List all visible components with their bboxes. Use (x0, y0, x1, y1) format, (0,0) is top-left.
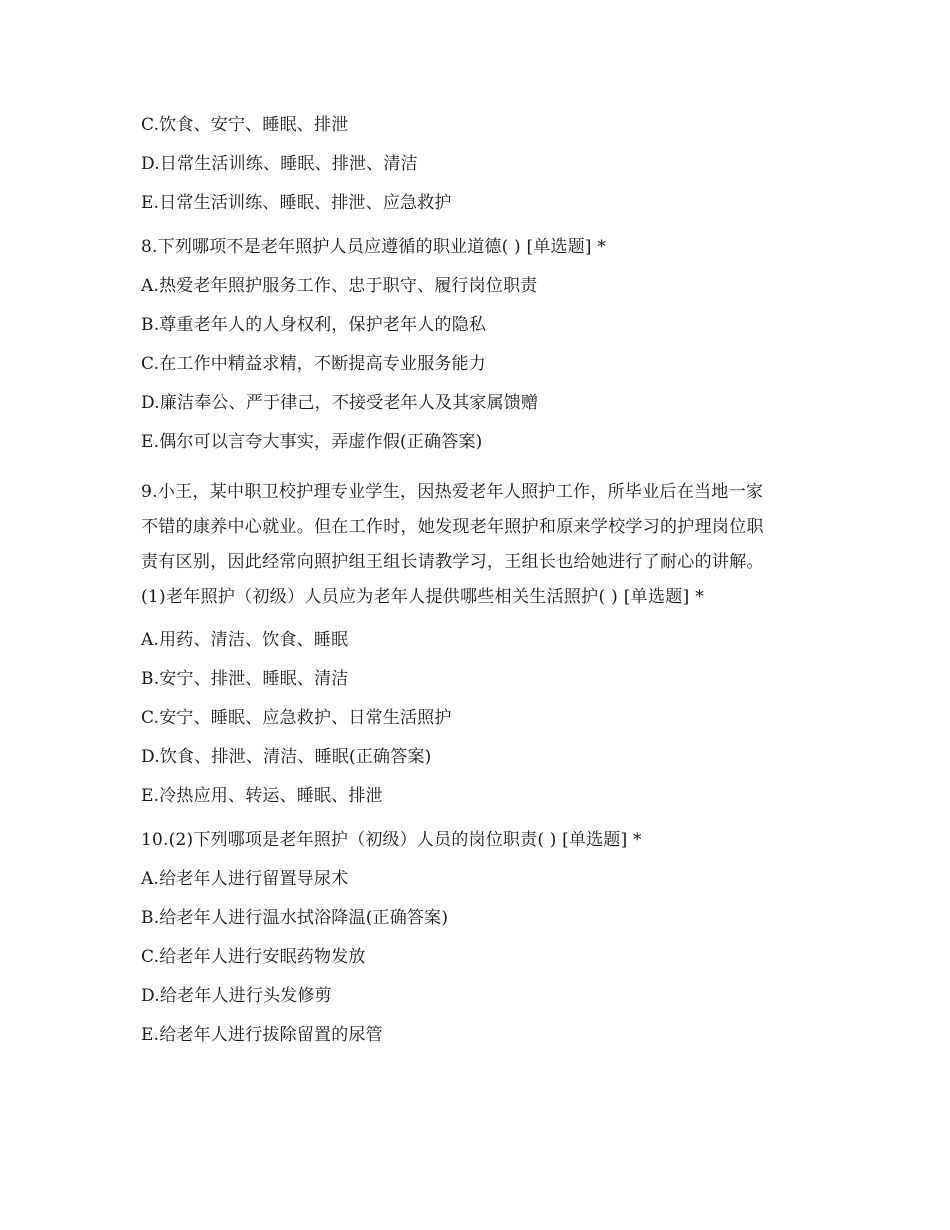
question-8-title: 8.下列哪项不是老年照护人员应遵循的职业道德( ) [单选题] * (141, 237, 607, 257)
q10-option-e: E.给老年人进行拔除留置的尿管 (141, 1025, 383, 1045)
q9-stem-line-4: (1)老年照护（初级）人员应为老年人提供哪些相关生活照护( ) [单选题] * (141, 587, 705, 607)
document-page (141, 114, 821, 1063)
q10-option-a: A.给老年人进行留置导尿术 (141, 869, 349, 889)
question-9-stem (141, 475, 821, 615)
q9-stem-line-3: 责有区别，因此经常向照护组王组长请教学习，王组长也给她进行了耐心的讲解。 (141, 552, 764, 572)
q10-option-b: B.给老年人进行温水拭浴降温(正确答案) (141, 908, 449, 928)
prev-option-e: E.日常生活训练、睡眠、排泄、应急救护 (141, 193, 452, 213)
q9-option-e: E.冷热应用、转运、睡眠、排泄 (141, 786, 383, 806)
q9-option-c: C.安宁、睡眠、应急救护、日常生活照护 (141, 708, 452, 728)
prev-option-c: C.饮食、安宁、睡眠、排泄 (141, 115, 349, 135)
q8-option-b: B.尊重老年人的人身权利，保护老年人的隐私 (141, 315, 487, 335)
q9-option-a: A.用药、清洁、饮食、睡眠 (141, 630, 349, 650)
q8-option-e: E.偶尔可以言夸大事实，弄虚作假(正确答案) (141, 432, 483, 452)
q9-option-d: D.饮食、排泄、清洁、睡眠(正确答案) (141, 747, 432, 767)
q9-stem-line-1: 9.小王，某中职卫校护理专业学生，因热爱老年人照护工作，所毕业后在当地一家 (141, 482, 764, 502)
question-10-title: 10.(2)下列哪项是老年照护（初级）人员的岗位职责( ) [单选题] * (141, 830, 642, 850)
q10-option-d: D.给老年人进行头发修剪 (141, 986, 332, 1006)
prev-option-d: D.日常生活训练、睡眠、排泄、清洁 (141, 154, 418, 174)
q10-option-c: C.给老年人进行安眠药物发放 (141, 947, 366, 967)
q9-stem-line-2: 不错的康养中心就业。但在工作时，她发现老年照护和原来学校学习的护理岗位职 (141, 517, 764, 537)
q8-option-d: D.廉洁奉公、严于律己，不接受老年人及其家属馈赠 (141, 393, 539, 413)
q9-option-b: B.安宁、排泄、睡眠、清洁 (141, 669, 349, 689)
q8-option-c: C.在工作中精益求精，不断提高专业服务能力 (141, 354, 487, 374)
q8-option-a: A.热爱老年照护服务工作、忠于职守、履行岗位职责 (141, 276, 538, 296)
